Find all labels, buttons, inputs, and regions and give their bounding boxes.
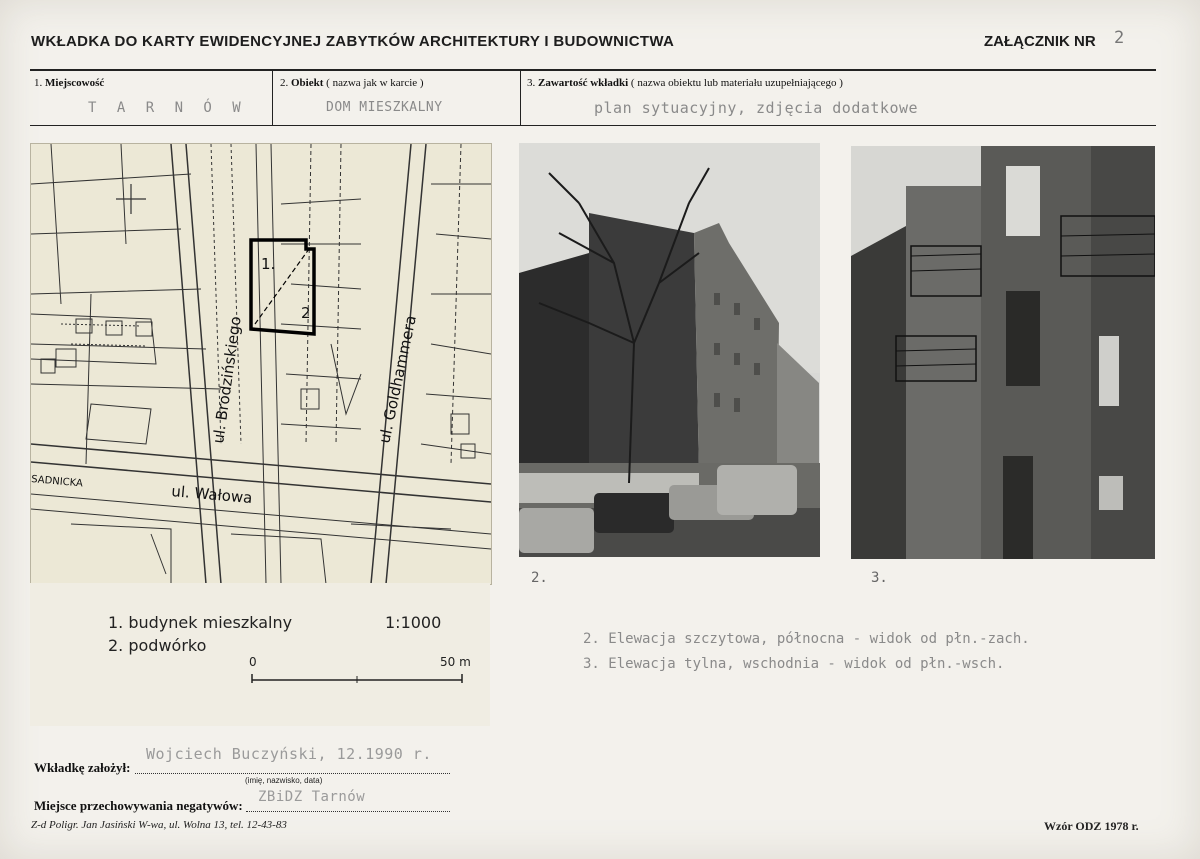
field-content-note: ( nazwa obiektu lub materiału uzupełniającego ) xyxy=(630,77,843,89)
field-content-num: 3. xyxy=(527,77,536,89)
top-rule xyxy=(30,69,1156,71)
site-plan-map xyxy=(30,143,492,585)
field-object-num: 2. xyxy=(280,77,289,89)
storage-dotted-line xyxy=(246,811,450,812)
photo-rear-facade-image xyxy=(851,146,1155,559)
field-divider-1 xyxy=(272,70,273,126)
legend-scale: 1:1000 xyxy=(385,613,442,632)
field-content-value: plan sytuacyjny, zdjęcia dodatkowe xyxy=(594,99,919,117)
map-marker-2: 2 xyxy=(301,304,311,322)
field-location-value: T A R N Ó W xyxy=(88,100,247,116)
cadastral-map-drawing xyxy=(31,144,491,584)
caption-photo-2: 2. Elewacja szczytowa, północna - widok od płn.-zach. xyxy=(583,631,1030,647)
map-marker-1: 1. xyxy=(261,255,276,273)
field-location-num: 1. xyxy=(34,77,43,89)
legend-item-courtyard: 2. podwórko xyxy=(108,636,207,655)
form-model: Wzór ODZ 1978 r. xyxy=(1044,819,1139,833)
street-label-walowa: ul. Wałowa xyxy=(170,482,254,508)
field-object-label xyxy=(280,77,424,89)
street-label-brodzinskiego: ul. Brodzińskiego xyxy=(209,315,245,445)
field-object-title: Obiekt xyxy=(291,77,324,89)
field-location-title: Miejscowość xyxy=(45,77,105,89)
scale-end-label: 50 m xyxy=(440,655,471,669)
scale-bar xyxy=(250,672,465,686)
photo-north-gable-image xyxy=(519,143,820,557)
legend-item-building: 1. budynek mieszkalny xyxy=(108,613,293,632)
caption-photo-3: 3. Elewacja tylna, wschodnia - widok od płn.-wsch. xyxy=(583,656,1005,672)
storage-value: ZBiDZ Tarnów xyxy=(258,789,366,805)
photo-north-gable-number: 2. xyxy=(531,570,548,586)
street-label-sadnicka: SADNICKA xyxy=(31,474,84,490)
author-note: (imię, nazwisko, data) xyxy=(245,776,323,785)
photo-north-gable xyxy=(519,143,820,557)
printer-imprint: Z-d Poligr. Jan Jasiński W-wa, ul. Wolna 13, tel. 12-43-83 xyxy=(31,819,287,831)
field-content-title: Zawartość wkładki xyxy=(538,77,629,89)
photo-rear-facade-number: 3. xyxy=(871,570,888,586)
fields-bottom-rule xyxy=(30,125,1156,126)
field-divider-2 xyxy=(520,70,521,126)
photo-rear-facade xyxy=(851,146,1155,559)
field-content-label xyxy=(527,77,843,89)
field-object-value: DOM MIESZKALNY xyxy=(326,100,443,115)
storage-label: Miejsce przechowywania negatywów: xyxy=(34,798,243,813)
map-legend xyxy=(30,583,490,726)
annex-label: ZAŁĄCZNIK NR xyxy=(984,33,1096,50)
field-location-label xyxy=(34,77,104,89)
author-label: Wkładkę założył: xyxy=(34,760,131,775)
scale-start-label: 0 xyxy=(249,655,257,669)
author-dotted-line xyxy=(135,773,450,774)
form-title: WKŁADKA DO KARTY EWIDENCYJNEJ ZABYTKÓW ARCHITEKTURY I BUDOWNICTWA xyxy=(31,33,675,50)
annex-number: 2 xyxy=(1114,28,1125,48)
street-label-goldhammera: ul. Goldhammera xyxy=(375,313,420,445)
author-value: Wojciech Buczyński, 12.1990 r. xyxy=(146,745,432,763)
field-object-note: ( nazwa jak w karcie ) xyxy=(326,77,424,89)
